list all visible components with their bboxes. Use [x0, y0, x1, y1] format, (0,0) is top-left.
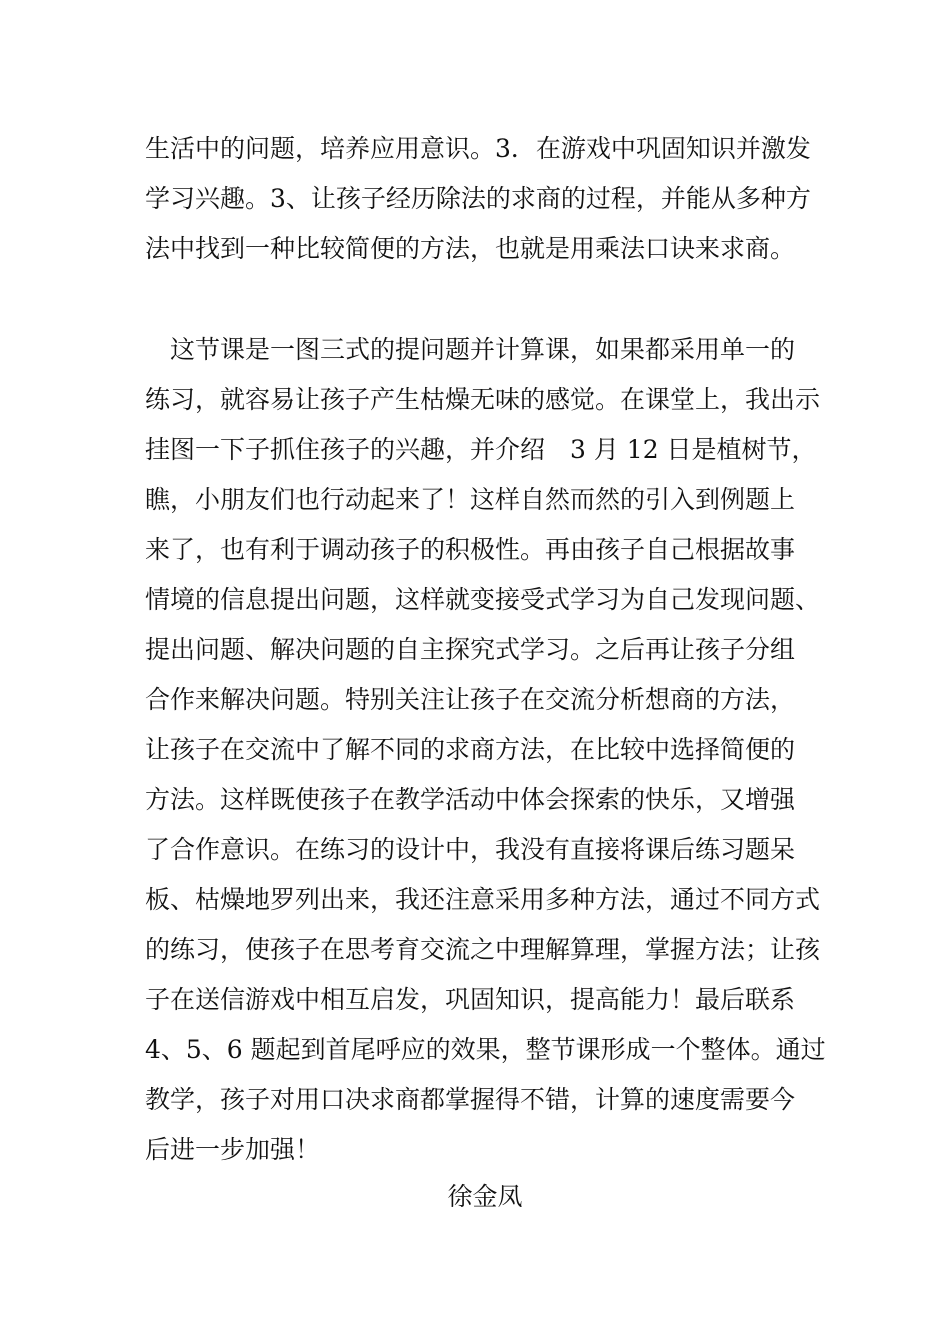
paragraph-1 [145, 124, 810, 274]
paragraph-line: 的练习，使孩子在思考育交流之中理解算理，掌握方法；让孩 [145, 935, 821, 964]
paragraph-line: 了合作意识。在练习的设计中，我没有直接将课后练习题呆 [145, 835, 796, 864]
paragraph-line: 这节课是一图三式的提问题并计算课，如果都采用单一的 [145, 335, 796, 364]
paragraph-line: 生活中的问题，培养应用意识。3．在游戏中巩固知识并激发 [145, 134, 811, 163]
paragraph-2 [145, 325, 826, 1175]
paragraph-line: 法中找到一种比较简便的方法，也就是用乘法口诀来求商。 [145, 234, 796, 263]
paragraph-line: 板、枯燥地罗列出来，我还注意采用多种方法，通过不同方式 [145, 885, 821, 914]
paragraph-line: 让孩子在交流中了解不同的求商方法，在比较中选择简便的 [145, 735, 796, 764]
paragraph-line: 提出问题、解决问题的自主探究式学习。之后再让孩子分组 [145, 635, 796, 664]
paragraph-line: 学习兴趣。3、让孩子经历除法的求商的过程，并能从多种方 [145, 184, 811, 213]
paragraph-line: 4、5、6 题起到首尾呼应的效果，整节课形成一个整体。通过 [145, 1035, 826, 1064]
paragraph-line: 挂图一下子抓住孩子的兴趣，并介绍 3 月 12 日是植树节， [145, 435, 817, 464]
paragraph-line: 来了，也有利于调动孩子的积极性。再由孩子自己根据故事 [145, 535, 796, 564]
paragraph-line: 瞧，小朋友们也行动起来了！这样自然而然的引入到例题上 [145, 485, 796, 514]
paragraph-line: 方法。这样既使孩子在教学活动中体会探索的快乐，又增强 [145, 785, 796, 814]
paragraph-line: 子在送信游戏中相互启发，巩固知识，提高能力！最后联系 [145, 985, 796, 1014]
paragraph-line: 情境的信息提出问题，这样就变接受式学习为自己发现问题、 [145, 585, 821, 614]
paragraph-line: 教学，孩子对用口决求商都掌握得不错，计算的速度需要今 [145, 1085, 796, 1114]
paragraph-line: 后进一步加强！ [145, 1135, 321, 1164]
author-signature: 徐金凤 [447, 1182, 523, 1211]
paragraph-line: 练习，就容易让孩子产生枯燥无味的感觉。在课堂上，我出示 [145, 385, 821, 414]
paragraph-line: 合作来解决问题。特别关注让孩子在交流分析想商的方法， [145, 685, 796, 714]
